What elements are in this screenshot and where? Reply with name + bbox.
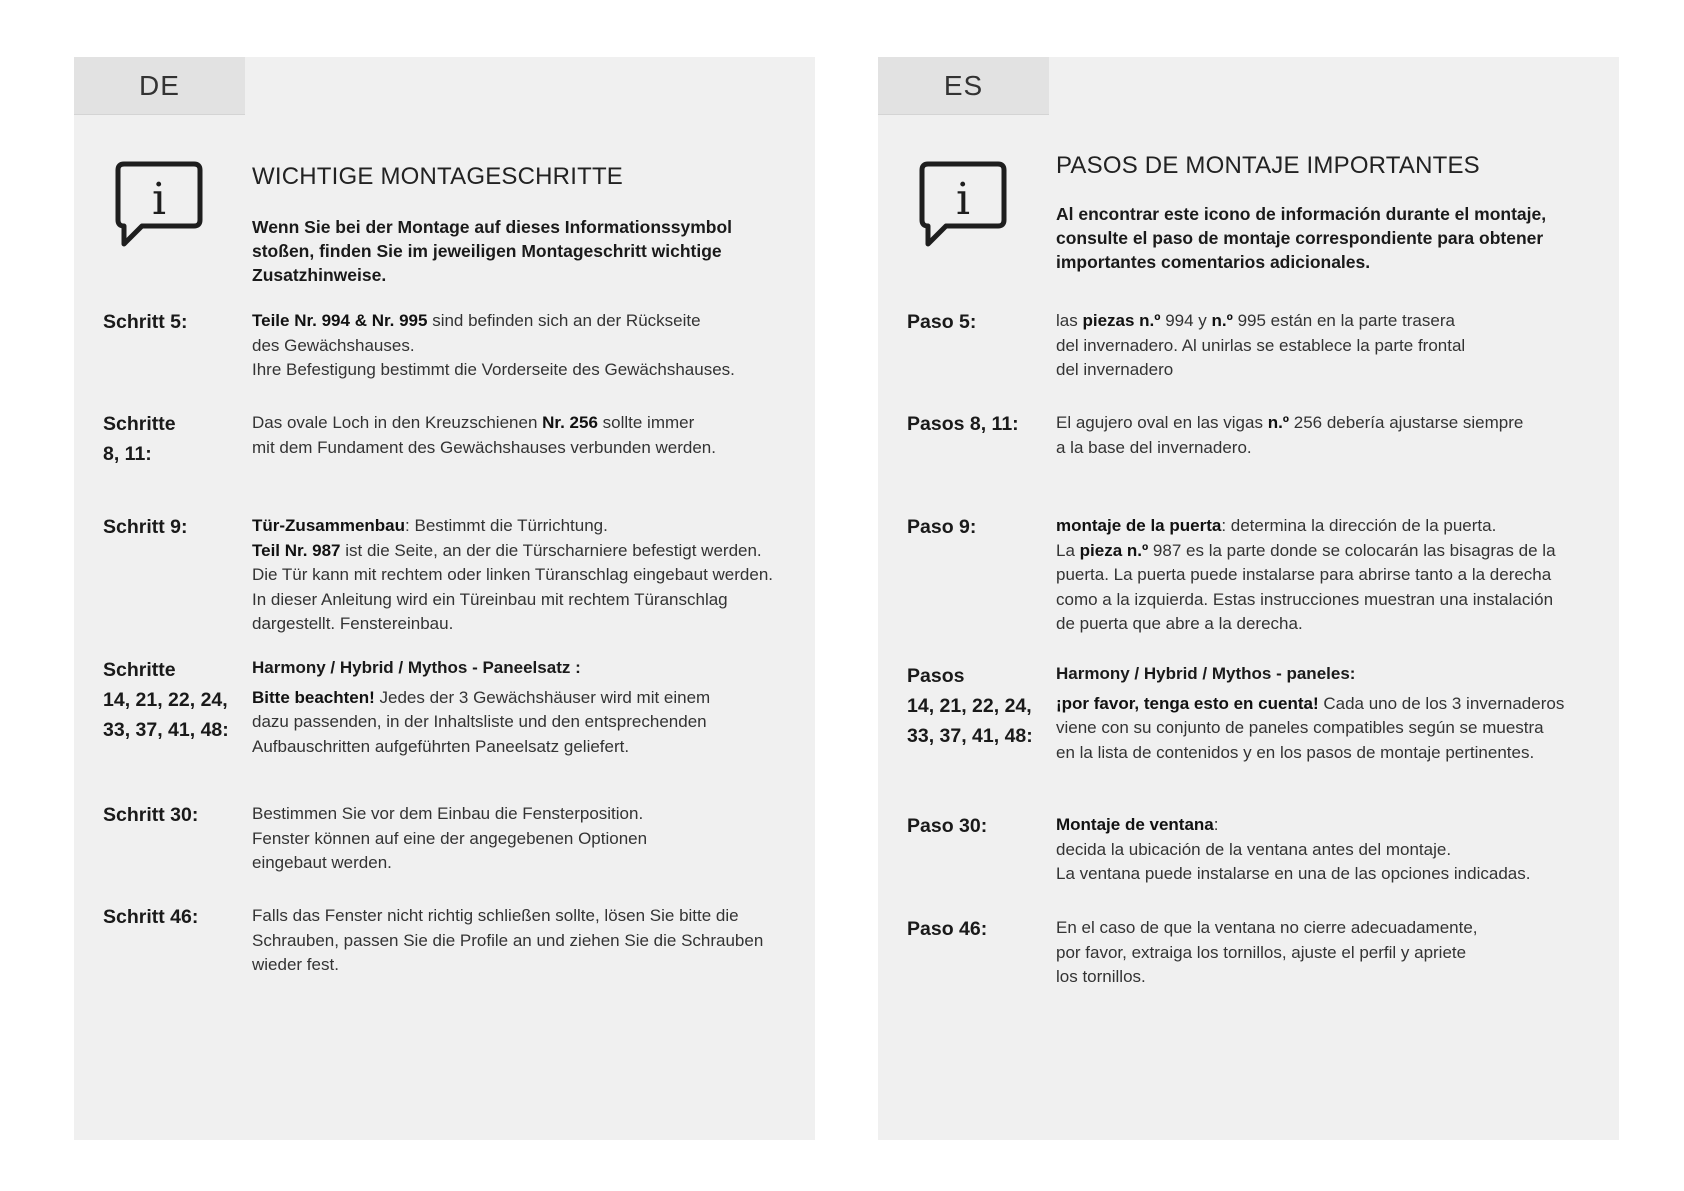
section-heading: PASOS DE MONTAJE IMPORTANTES xyxy=(1056,152,1480,179)
step-body xyxy=(252,514,792,637)
step-body xyxy=(252,309,792,383)
body-text: 995 están en la parte trasera xyxy=(1232,311,1455,330)
body-text: 256 debería ajustarse siempre xyxy=(1289,413,1524,432)
info-speech-bubble-icon xyxy=(916,158,1010,252)
body-text: mit dem Fundament des Gewächshauses verbunden werden. xyxy=(252,437,716,457)
body-text: La xyxy=(1056,540,1080,560)
body-text: eingebaut werden. xyxy=(252,853,392,872)
notice: ¡por favor, tenga esto en cuenta! xyxy=(1056,693,1319,713)
body-text: La ventana puede instalarse en una de las opciones indicadas. xyxy=(1056,864,1531,883)
subheading: Harmony / Hybrid / Mythos - Paneelsatz : xyxy=(252,658,581,677)
body-text: : determina la dirección de la puerta. xyxy=(1221,516,1497,535)
subheading: Harmony / Hybrid / Mythos - paneles: xyxy=(1056,664,1356,683)
intro-text: Wenn Sie bei der Montage auf dieses Informationssymbol stoßen, finden Sie im jeweiligen Montageschritt wichtige Zusatzhinweise. xyxy=(252,217,733,285)
body-text: des Gewächshauses. xyxy=(252,335,415,355)
step-label: Paso 5: xyxy=(907,311,977,333)
body-text: puerta. La puerta puede instalarse para abrirse tanto a la derecha xyxy=(1056,565,1552,584)
body-text: viene con su conjunto de paneles compatibles según se muestra xyxy=(1056,718,1544,737)
svg-text:i: i xyxy=(151,174,167,225)
body-text: sind befinden sich an der Rückseite xyxy=(427,311,701,330)
body-text: a la base del invernadero. xyxy=(1056,437,1252,457)
part-numbers: Teile Nr. 994 & Nr. 995 xyxy=(252,311,428,330)
panel-es xyxy=(878,57,1619,1140)
subject: montaje de la puerta xyxy=(1056,516,1222,535)
body-text: los tornillos. xyxy=(1056,967,1146,986)
step-body xyxy=(1056,662,1596,765)
body-text: In dieser Anleitung wird ein Türeinbau mit rechtem Türanschlag xyxy=(252,589,728,609)
body-text: Cada uno de los 3 invernaderos xyxy=(1318,693,1565,713)
body-text: wieder fest. xyxy=(252,955,339,974)
language-tab-es: ES xyxy=(878,57,1049,115)
step-body xyxy=(1056,514,1596,637)
body-text: : Bestimmt die Türrichtung. xyxy=(405,516,608,535)
body-text: Bestimmen Sie vor dem Einbau die Fensterposition. xyxy=(252,804,644,823)
step-label: Pasos 14, 21, 22, 24, 33, 37, 41, 48: xyxy=(907,665,1033,747)
body-text: En el caso de que la ventana no cierre adecuadamente, xyxy=(1056,918,1478,937)
body-text: Falls das Fenster nicht richtig schließen sollte, lösen Sie bitte die xyxy=(252,906,739,925)
body-text: : xyxy=(1213,815,1219,834)
step-label: Schritt 30: xyxy=(103,804,199,826)
step-label: Schritt 9: xyxy=(103,516,188,538)
step-body xyxy=(252,904,792,978)
body-text: sollte immer xyxy=(597,413,695,432)
part-number: piezas n.º xyxy=(1082,311,1161,330)
body-text: Aufbauschritten aufgeführten Paneelsatz geliefert. xyxy=(252,736,630,756)
step-label: Schritte 8, 11: xyxy=(103,413,176,465)
intro-text: Al encontrar este icono de información durante el montaje, consulte el paso de montaje correspondiente para obtener importantes comentarios adicionales. xyxy=(1056,204,1547,272)
step-label: Paso 30: xyxy=(907,815,988,837)
body-text: Die Tür kann mit rechtem oder linken Türanschlag eingebaut werden. xyxy=(252,565,773,584)
body-text: en la lista de contenidos y en los pasos de montaje pertinentes. xyxy=(1056,742,1535,762)
body-text: Schrauben, passen Sie die Profile an und ziehen Sie die Schrauben xyxy=(252,930,764,950)
step-label: Schritt 5: xyxy=(103,311,188,333)
panel-de xyxy=(74,57,815,1140)
body-text: 987 es la parte donde se colocarán las bisagras de la xyxy=(1148,540,1556,560)
step-body xyxy=(1056,916,1596,990)
subject: Montaje de ventana xyxy=(1056,815,1214,834)
step-body xyxy=(1056,309,1596,383)
step-body xyxy=(1056,411,1596,460)
body-text: decida la ubicación de la ventana antes del montaje. xyxy=(1056,839,1452,859)
body-text: del invernadero. Al unirlas se establece la parte frontal xyxy=(1056,335,1466,355)
step-body xyxy=(252,802,792,876)
section-heading: WICHTIGE MONTAGESCHRITTE xyxy=(252,163,624,190)
language-tab-de: DE xyxy=(74,57,245,115)
subject: Tür-Zusammenbau xyxy=(252,516,406,535)
step-label: Schritt 46: xyxy=(103,906,199,928)
svg-text:i: i xyxy=(955,174,971,225)
step-body xyxy=(1056,813,1596,887)
step-label: Pasos 8, 11: xyxy=(907,413,1019,435)
body-text: Ihre Befestigung bestimmt die Vorderseite des Gewächshauses. xyxy=(252,360,735,379)
part-number: n.º xyxy=(1267,413,1290,432)
step-label: Paso 9: xyxy=(907,516,977,538)
body-text: ist die Seite, an der die Türscharniere befestigt werden. xyxy=(340,540,762,560)
body-text: El agujero oval en las vigas xyxy=(1056,413,1268,432)
body-text: dazu passenden, in der Inhaltsliste und den entsprechenden xyxy=(252,712,707,731)
body-text: Fenster können auf eine der angegebenen Optionen xyxy=(252,828,648,848)
body-text: Das ovale Loch in den Kreuzschienen xyxy=(252,413,543,432)
part-number: n.º xyxy=(1211,311,1233,330)
body-text: por favor, extraiga los tornillos, ajuste el perfil y apriete xyxy=(1056,942,1467,962)
part-number: Teil Nr. 987 xyxy=(252,540,341,560)
part-number: Nr. 256 xyxy=(542,413,598,432)
step-label: Schritte 14, 21, 22, 24, 33, 37, 41, 48: xyxy=(103,659,229,741)
notice: Bitte beachten! xyxy=(252,687,375,707)
body-text: del invernadero xyxy=(1056,360,1174,379)
info-speech-bubble-icon xyxy=(112,158,206,252)
step-label: Paso 46: xyxy=(907,918,988,940)
body-text: como a la izquierda. Estas instrucciones muestran una instalación xyxy=(1056,589,1554,609)
part-number: pieza n.º xyxy=(1079,540,1149,560)
step-body xyxy=(252,656,792,759)
body-text: Jedes der 3 Gewächshäuser wird mit einem xyxy=(374,687,711,707)
body-text: 994 y xyxy=(1160,311,1212,330)
body-text: dargestellt. Fenstereinbau. xyxy=(252,614,454,633)
body-text: las xyxy=(1056,311,1083,330)
step-body xyxy=(252,411,792,460)
body-text: de puerta que abre a la derecha. xyxy=(1056,614,1303,633)
